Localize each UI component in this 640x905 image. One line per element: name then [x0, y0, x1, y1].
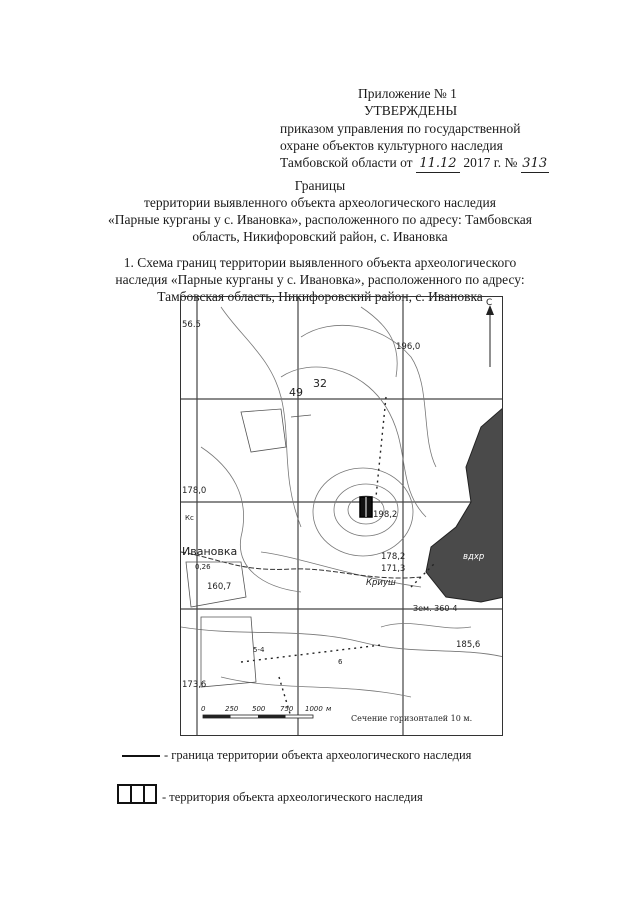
map-label-grid-49: 49 [289, 386, 303, 399]
dirt-roads [241, 397, 436, 717]
map-label-elev-8: 185,6 [456, 640, 481, 650]
scale-tick-250: 250 [225, 705, 239, 713]
map-label-small-2: 6 [338, 658, 343, 666]
map-label-elev-7: 160,7 [207, 582, 232, 592]
scale-bar [203, 715, 313, 718]
appendix-label: Приложение № 1 [358, 86, 457, 101]
order-line-1: приказом управления по государственной [280, 121, 521, 136]
map-label-water: вдхр [463, 552, 485, 562]
order-line-3 [280, 154, 549, 173]
approved-label: УТВЕРЖДЕНЫ [364, 103, 458, 118]
title-line-3: «Парные курганы у с. Ивановка», расположенного по адресу: Тамбовская [107, 212, 533, 227]
title-line-4: область, Никифоровский район, с. Ивановка [192, 229, 448, 244]
section-line-3: Тамбовская область, Никифоровский район, с. Ивановка [157, 289, 483, 304]
order-date-handwritten: 11.12 [416, 155, 460, 173]
scale-tick-0: 0 [201, 705, 206, 713]
legend-territory-text: - территория объекта археологического наследия [162, 790, 423, 804]
north-arrow-icon [486, 305, 494, 367]
legend-boundary-symbol [122, 755, 160, 757]
scale-tick-1000: 1000 [305, 705, 323, 713]
reservoir-area [426, 407, 503, 602]
order-line-2: охране объектов культурного наследия [280, 138, 503, 153]
section-line-2: наследия «Парные курганы у с. Ивановка», расположенного по адресу: [115, 272, 525, 287]
map-label-elev-9: 173,6 [182, 680, 207, 690]
map-label-elev-4: 198,2 [373, 510, 398, 520]
map-svg [181, 297, 503, 736]
map-label-small-4: Кс [185, 514, 194, 522]
contour-interval-note: Сечение горизонталей 10 м. [351, 714, 473, 723]
section-line-1: 1. Схема границ территории выявленного объекта археологического [123, 255, 517, 270]
topographic-map [180, 296, 503, 736]
map-label-grid-32: 32 [313, 377, 327, 390]
map-label-elev-3: 178,0 [182, 486, 207, 496]
map-label-elev-2: 196,0 [396, 342, 421, 352]
map-label-elev-1: 56.5 [182, 320, 201, 330]
map-label-small-1: 5-4 [253, 646, 265, 654]
map-label-stream: Криуш [366, 578, 396, 588]
legend-territory-symbol [117, 784, 157, 804]
title-line-2: территории выявленного объекта археологического наследия [144, 195, 496, 210]
map-label-village: Ивановка [182, 545, 238, 558]
order-line-3-mid: 2017 г. № [463, 155, 518, 170]
map-label-small-3: 0,26 [195, 563, 211, 571]
scale-tick-750: 750 [280, 705, 294, 713]
order-line-3-prefix: Тамбовской области от [280, 155, 413, 170]
map-label-elev-6: 171,3 [381, 564, 406, 574]
order-number-handwritten: 313 [522, 156, 548, 171]
scale-unit: м [326, 705, 332, 713]
legend-boundary-text: - граница территории объекта археологического наследия [164, 748, 472, 762]
kurgan-object [360, 497, 372, 517]
map-grid [181, 297, 503, 736]
map-label-mark: Зем. 360-4 [413, 604, 458, 613]
map-label-elev-5: 178,2 [381, 552, 406, 562]
title-line-1: Границы [294, 178, 346, 193]
map-label-north: С [486, 298, 493, 308]
scale-tick-500: 500 [252, 705, 266, 713]
